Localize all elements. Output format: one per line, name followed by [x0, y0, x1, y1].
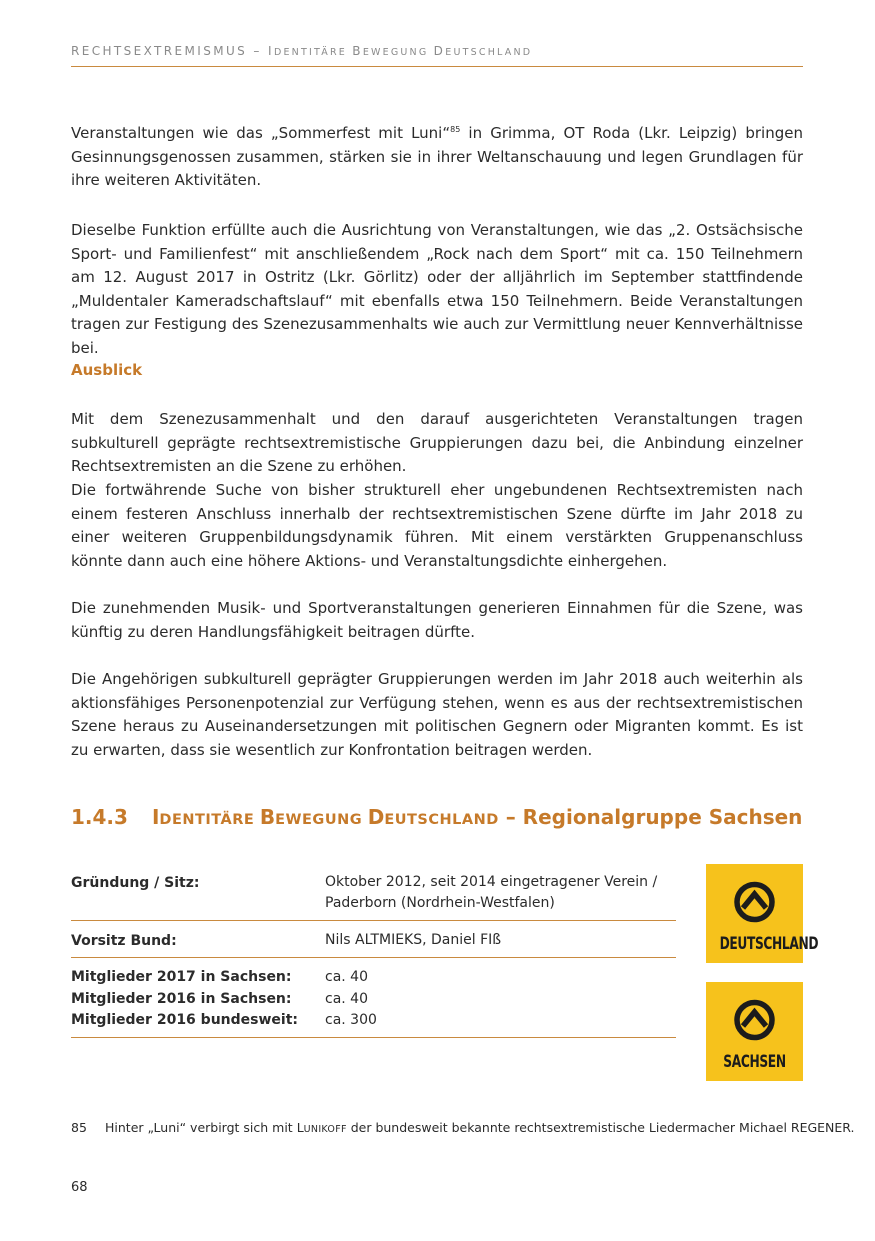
header-smallcaps-1: DENTITÄRE	[273, 47, 353, 58]
paragraph-3a: Mit dem Szenezusammenhalt und den darauf ausgerichteten Veranstaltungen tragen subkulturell geprägte rechtsextremistische Gruppierungen dazu bei, die Anbindung einzelner Rechtsextremisten an die Szene zu erhöhen.	[71, 410, 803, 475]
section-cap-b: B	[259, 805, 276, 829]
section-smallcaps-1: DENTITÄRE	[159, 812, 260, 828]
logo-deutschland	[706, 864, 819, 963]
section-suffix: – Regionalgruppe Sachsen	[498, 805, 803, 829]
fact-row-members	[71, 958, 676, 1038]
logo-deutschland-text: DEUTSCHLAND	[719, 934, 819, 954]
founding-value	[325, 872, 665, 914]
header-rule	[71, 66, 803, 67]
fact-row-founding	[71, 868, 676, 921]
paragraph-1-text-b: in Grimma, OT Roda (Lkr. Leipzig) bringen Gesinnungsgenossen zusammen, stärken sie in ihrer Weltanschauung und legen Grundlagen für ihre weiteren Aktivitäten.	[71, 124, 803, 189]
founding-value-line2: Paderborn (Nordrhein-Westfalen)	[325, 895, 555, 911]
paragraph-2: Dieselbe Funktion erfüllte auch die Ausrichtung von Veranstaltungen, wie das „2. Ostsächsische Sport- und Familienfest“ mit anschließendem „Rock nach dem Sport“ mit ca. 150 Teilnehmern am 12. August 2017 in Ostritz (Lkr. Görlitz) oder der alljährlich im September stattfindende „Muldentaler Kameradschaftslauf“ mit ebenfalls etwa 150 Teilnehmern. Beide Veranstaltungen tragen zur Festigung des Szenezusammenhalts wie auch zur Vermittlung neuer Kennverhältnisse bei.	[71, 221, 803, 357]
header-smallcaps-3: EUTSCHLAND	[445, 47, 533, 58]
logo-sachsen	[706, 982, 803, 1081]
members-value: ca. 40	[325, 969, 368, 985]
members-label: Mitglieder 2016 bundesweit:	[71, 1012, 298, 1028]
footnote-reference: 85	[450, 125, 461, 134]
footnote-smallcaps: UNIKOFF	[303, 1124, 347, 1135]
footnote-number: 85	[71, 1120, 87, 1135]
members-line	[71, 1010, 676, 1032]
paragraph-3b: Die fortwährende Suche von bisher strukturell eher ungebundenen Rechtsextremisten nach einem festeren Anschluss innerhalb der rechtsextremistischen Szene dürfte im Jahr 2018 zu einer weiteren Gruppenbildungsdynamik führen. Mit einem verstärkten Gruppenanschluss könnte dann auch eine höhere Aktions- und Veranstaltungsdichte einhergehen.	[71, 481, 803, 570]
chair-label: Vorsitz Bund:	[71, 933, 177, 949]
section-smallcaps-3: EUTSCHLAND	[384, 812, 499, 828]
paragraph-4: Die zunehmenden Musik- und Sportveranstaltungen generieren Einnahmen für die Szene, was künftig zu deren Handlungsfähigkeit beitragen dürfte.	[71, 599, 803, 641]
section-heading	[71, 805, 802, 829]
section-cap-d: D	[367, 805, 385, 829]
section-cap-i: I	[151, 805, 160, 829]
header-cap-b: B	[352, 44, 363, 58]
fact-table	[71, 868, 676, 1038]
footnote-cap-l: L	[296, 1120, 304, 1135]
members-label: Mitglieder 2017 in Sachsen:	[71, 969, 292, 985]
header-cap-d: D	[433, 44, 446, 58]
section-number: 1.4.3	[71, 805, 128, 829]
page-number: 68	[71, 1180, 88, 1195]
members-value: ca. 40	[325, 990, 368, 1007]
footnote-text-b: der bundesweit bekannte rechtsextremistische Liedermacher Michael REGENER.	[346, 1120, 855, 1135]
fact-row-chair	[71, 921, 676, 958]
footnote-text-a: Hinter „Luni“ verbirgt sich mit	[105, 1120, 297, 1135]
members-label: Mitglieder 2016 in Sachsen:	[71, 990, 292, 1007]
founding-label: Gründung / Sitz:	[71, 875, 200, 891]
subheading-ausblick: Ausblick	[71, 361, 143, 379]
members-line	[71, 967, 676, 989]
members-line	[71, 989, 676, 1011]
logo-sachsen-text: SACHSEN	[723, 1052, 786, 1072]
header-smallcaps-2: EWEGUNG	[362, 47, 434, 58]
header-cap-i: I	[268, 44, 274, 58]
paragraph-1-text-a: Veranstaltungen wie das „Sommerfest mit Luni“	[71, 124, 451, 142]
chair-value: Nils ALTMIEKS, Daniel FIß	[325, 932, 502, 948]
header-part1: RECHTSEXTREMISMUS –	[71, 44, 269, 58]
founding-value-line1: Oktober 2012, seit 2014 eingetragener Verein /	[325, 874, 658, 890]
footnote	[71, 1120, 855, 1135]
members-value: ca. 300	[325, 1012, 377, 1028]
paragraph-5: Die Angehörigen subkulturell geprägter Gruppierungen werden im Jahr 2018 auch weiterhin als aktionsfähiges Personenpotenzial zur Verfügung stehen, wenn es aus der rechtsextremistischen Szene heraus zu Auseinandersetzungen mit politischen Gegnern oder Migranten kommt. Es ist zu erwarten, dass sie wesentlich zur Konfrontation beitragen werden.	[71, 670, 803, 759]
paragraph-1	[71, 122, 803, 193]
section-smallcaps-2: EWEGUNG	[275, 812, 368, 828]
running-header	[71, 44, 803, 58]
